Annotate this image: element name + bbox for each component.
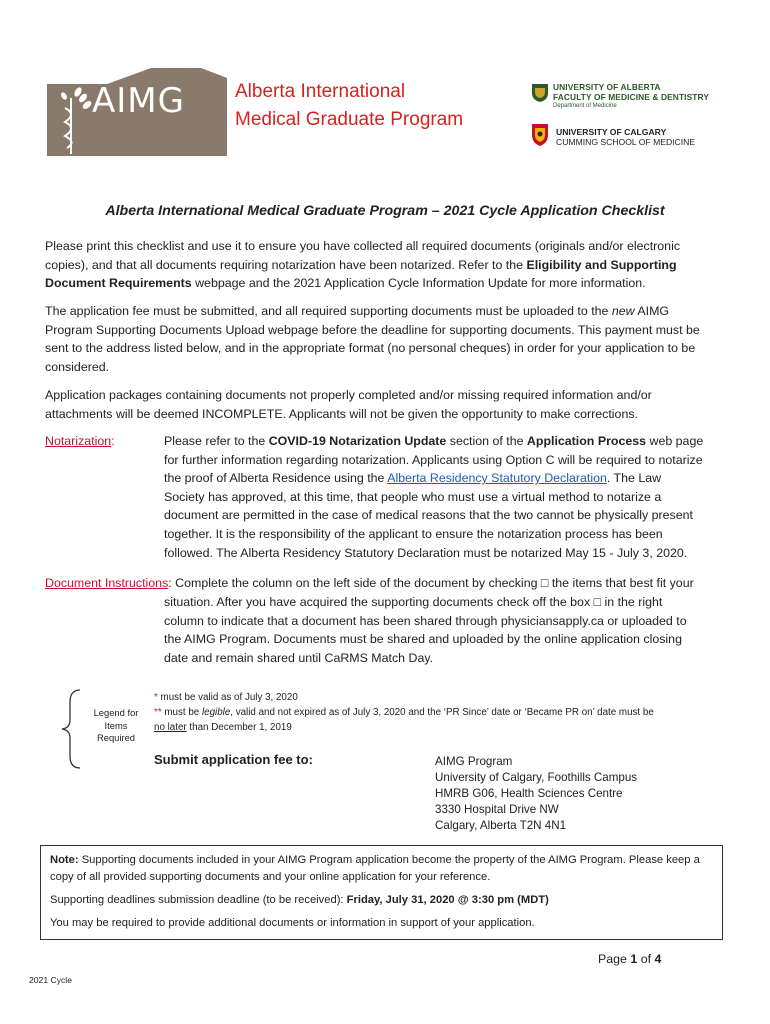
logo-abbrev: AIMG <box>92 81 185 121</box>
notarization-label: Notarization: <box>45 434 115 448</box>
ualberta-line3: Department of Medicine <box>553 103 617 109</box>
fee-address-line: 3330 Hospital Drive NW <box>435 803 559 816</box>
intro-paragraph-1 <box>45 237 705 293</box>
fee-address-line: AIMG Program <box>435 755 513 768</box>
page-number: Page 1 of 4 <box>598 952 662 966</box>
intro-p2-text-b: AIMG Program Supporting Documents Upload webpage before the deadline for supporting documents. This payment must be sent to the address listed below, and in the appropriate format (no personal cheques) in order for your application to be considered. <box>45 304 700 374</box>
fee-address <box>435 754 637 834</box>
program-name-line1: Alberta International <box>235 81 406 102</box>
notarization-label-text: Notarization <box>45 434 112 448</box>
header <box>0 0 770 160</box>
ucalgary-crest-icon <box>531 123 549 147</box>
document-instructions-label: Document Instructions <box>45 576 169 590</box>
fee-address-line: University of Calgary, Foothills Campus <box>435 771 638 784</box>
program-name-line2: Medical Graduate Program <box>235 109 464 130</box>
intro-p1-text-b: webpage and the 2021 Application Cycle Information Update for more information. <box>191 276 646 291</box>
intro-p2-em: new <box>611 304 635 318</box>
fee-address-line: Calgary, Alberta T2N 4N1 <box>435 819 567 832</box>
legend-title: Legend for Items Required <box>93 707 139 743</box>
intro-p3-text: Application packages containing documents not properly completed and/or missing required information and/or attachments will be deemed INCOMPLETE. Applicants will not be given the opportunity to make corrections. <box>45 388 652 421</box>
ualberta-line2: FACULTY OF MEDICINE & DENTISTRY <box>553 92 710 102</box>
ualberta-crest-icon <box>531 83 549 103</box>
ucalgary-line2: CUMMING SCHOOL OF MEDICINE <box>556 137 696 147</box>
notarization-body: Please refer to the COVID-19 Notarization Update section of the Application Process web page for further information regarding notarization. Applicants using Option C will be required to notarize the proof of Alberta Residence using the Alberta Residency Statutory Declaration. The Law Society has approved, at this time, that people who must use a virtual method to notarize a document are permitted in the case of medical reasons that the two cannot be physically present together. It is the responsibility of the applicant to ensure the notarization process has been followed. The Alberta Residency Statutory Declaration must be notarized May 15 - July 3, 2020. <box>164 434 704 560</box>
document-instructions-body: situation. After you have acquired the supporting documents check off the box □ in the right column to indicate that a document has been shared through physiciansapply.ca or uploaded to the AIMG Program. Documents must be shared and uploaded by the online application closing date and remain shared until CaRMS Match Day. <box>164 595 687 665</box>
legend-item-2-marker: ** <box>154 707 162 718</box>
intro-p1-bold: Eligibility and Supporting Document Requirements <box>45 257 677 291</box>
legend-brace-icon <box>60 688 82 770</box>
footer-cycle: 2021 Cycle <box>29 975 72 985</box>
note-label: Note: <box>50 854 79 866</box>
alberta-residency-declaration-link[interactable]: Alberta Residency Statutory Declaration <box>387 471 607 486</box>
page-title: Alberta International Medical Graduate Program – 2021 Cycle Application Checklist <box>105 203 665 219</box>
note-paragraph-1: Note: Supporting documents included in your AIMG Program application become the property of the AIMG Program. Please keep a copy of all provided supporting documents and your online application for your reference. <box>50 854 700 883</box>
note-box <box>40 845 723 940</box>
legend-item-2: ** must be legible, valid and not expired as of July 3, 2020 and the ‘PR Since’ date or ‘Became PR on’ date must be no later than December 1, 2019 <box>154 707 654 733</box>
document-instructions-first-line: Document Instructions: Complete the column on the left side of the document by checking □ the items that best fit your <box>45 576 694 590</box>
intro-p1-text-a: Please print this checklist and use it to ensure you have collected all required documents (originals and/or electronic copies), and that all documents requiring notarization have been notarized. Refer to the <box>45 239 681 272</box>
ualberta-line1: UNIVERSITY OF ALBERTA <box>553 82 661 92</box>
ucalgary-line1: UNIVERSITY OF CALGARY <box>556 127 667 137</box>
note-deadline-date: Friday, July 31, 2020 @ 3:30 pm (MDT) <box>346 894 549 906</box>
intro-paragraph-3 <box>45 386 705 423</box>
legend-item-1: * must be valid as of July 3, 2020 <box>154 692 298 703</box>
intro-paragraph-2 <box>45 302 705 376</box>
fee-address-line: HMRB G06, Health Sciences Centre <box>435 787 623 800</box>
fee-label: Submit application fee to: <box>154 752 313 767</box>
note-paragraph-3: You may be required to provide additional documents or information in support of your application. <box>50 917 535 929</box>
legend-item-1-marker: * <box>154 692 158 703</box>
intro-p2-text-a: The application fee must be submitted, and all required supporting documents must be uploaded to the <box>45 304 612 318</box>
note-deadline: Supporting deadlines submission deadline (to be received): Friday, July 31, 2020 @ 3:30 pm (MDT) <box>50 894 549 906</box>
